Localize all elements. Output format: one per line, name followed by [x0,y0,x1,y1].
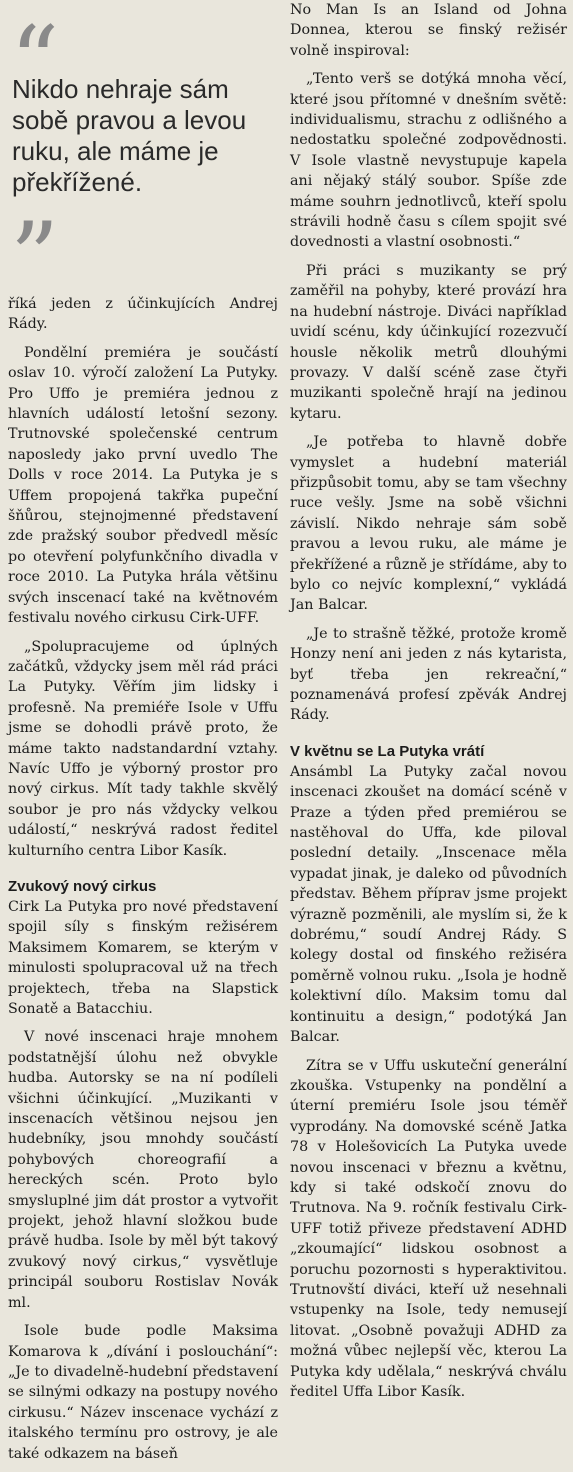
paragraph: No Man Is an Island od Johna Donnea, kterou se finský režisér volně inspiroval: [290,2,567,59]
paragraph: Pondělní premiéra je součástí oslav 10. výročí založení La Putyky. Pro Uffo je premiéra jednou z hlavních událostí letošní sezony. Trutnovské společenské centrum naposledy jako první uvedlo The Dolls v roce 2014. La Putyka je s Uffem propojená takřka pupeční šňůrou, stejnojmenné představení zde pražský soubor předvedl měsíc po otevření polyfunkčního divadla v roce 2010. La Putyka hrála většinu svých inscenací také na květnovém festivalu nového cirkusu Cirk-UFF. [8,344,278,627]
right-column [290,0,567,1410]
paragraph: V nové inscenaci hraje mnohem podstatnější úlohu než obvykle hudba. Autorsky se na ní podíleli všichni účinkující. „Muzikanti v inscenacích většinou nejsou jen hudebníky, jsou mnohdy součástí pohybových choreografií a hereckých scén. Proto bylo smysluplné jim dát prostor a vytvořit projekt, jehož hlavní složkou bude právě hudba. Isole by měl být takový zvukový nový cirkus,“ vysvětluje principál souboru Rostislav Novák ml. [8,1029,278,1311]
close-quote-icon: ” [10,210,60,266]
paragraph: Zítra se v Uffu uskuteční generální zkouška. Vstupenky na pondělní a úterní premiéru Isole jsou téměř vyprodány. Na domovské scéně Jatka 78 v Holešovicích La Putyka uvede novou inscenaci v březnu a květnu, kdy si také odskočí znovu do Trutnova. Na 9. ročník festivalu Cirk-UFF totiž přiveze představení ADHD „zkoumající“ lidskou osobnost a poruchu pozornosti s hyperaktivitou. Trutnovští diváci, kteří už nesehnali vstupenky na Isole, tedy nemusejí litovat. „Osobně považuji ADHD za možná vůbec nejlepší věc, kterou La Putyka kdy udělala,“ neskrývá chválu ředitel Uffa Libor Kasík. [290,1057,567,1400]
section-heading: V květnu se La Putyka vrátí [290,742,485,760]
paragraph: Ansámbl La Putyky začal novou inscenaci zkoušet na domácí scéně v Praze a týden před premiérou se nastěhoval do Uffa, kde piloval poslední detaily. „Inscenace měla vypadat jinak, je daleko od původních představ. Během příprav jsme projekt výrazně pozměnili, ale myslím si, že k dobrému,“ soudí Andrej Rády. S kolegy dostal od finského režiséra poměrně volnou ruku. „Isola je hodně kolektivní dílo. Maksim tomu dal kontinuitu a design,“ podotýká Jan Balcar. [290,763,567,1046]
paragraph: Isole bude podle Maksima Komarova k „dívání i poslouchání“: „Je to divadelně-hudební představení se silnými odkazy na postupy nového cirkusu.“ Název inscenace vychází z italského termínu pro ostrovy, je ale také odkazem na báseň [8,1323,278,1462]
left-column-body [8,294,278,1472]
paragraph: Cirk La Putyka pro nové představení spojil síly s finským režisérem Maksimem Komarem, se kterým v minulosti spolupracoval už na třech projektech, třeba na Slapstick Sonatě a Batacchiu. [8,898,278,1017]
pull-quote: Nikdo nehraje sám sobě pravou a levou ruku, ale máme je překřížené. [12,74,247,197]
paragraph: říká jeden z účinkujících Andrej Rády. [8,296,278,333]
paragraph: „Je potřeba to hlavně dobře vymyslet a hudební materiál přizpůsobit tomu, aby se tam všechny ruce vešly. Jsme na sobě všichni závislí. Nikdo nehraje sám sobě pravou a levou ruku, ale máme je překřížené a různě je střídáme, aby to bylo co nejvíc komplexní,“ vykládá Jan Balcar. [290,434,567,614]
open-quote-icon: “ [10,14,60,70]
paragraph: „Je to strašně těžké, protože kromě Honzy není ani jeden z nás kytarista, byť třeba jen rekreační,“ poznamenává profesí zpěvák Andrej Rády. [290,625,567,724]
paragraph: „Spolupracujeme od úplných začátků, vždycky jsem měl rád práci La Putyky. Věřím jim lidsky i profesně. Na premiéře Isole v Uffu jsme se dohodli právě proto, že máme takto nadstandardní vztahy. Navíc Uffo je výborný prostor pro nový cirkus. Mít tady takhle skvělý soubor je pro nás vždycky velkou událostí,“ neskrývá radost ředitel kulturního centra Libor Kasík. [8,638,278,859]
paragraph: „Tento verš se dotýká mnoha věcí, které jsou přítomné v dnešním světě: individualismu, strachu z odlišného a nedostatku společné zodpovědnosti. V Isole vlastně nevystupuje kapela ani nějaký stálý soubor. Spíše zde máme souhrn jednotlivců, kteří spolu strávili hodně času s cílem spojit své dovednosti a vlastní osobnosti.“ [290,71,567,251]
section-heading: Zvukový nový cirkus [8,877,157,895]
paragraph: Při práci s muzikanty se prý zaměřil na pohyby, které provází hra na hudební nástroje. Diváci například uvidí scénu, kdy účinkující rozezvučí housle několik metrů dlouhými provazy. V další scéně zase čtyři muzikanti společně hrají na jedinou kytaru. [290,262,567,422]
